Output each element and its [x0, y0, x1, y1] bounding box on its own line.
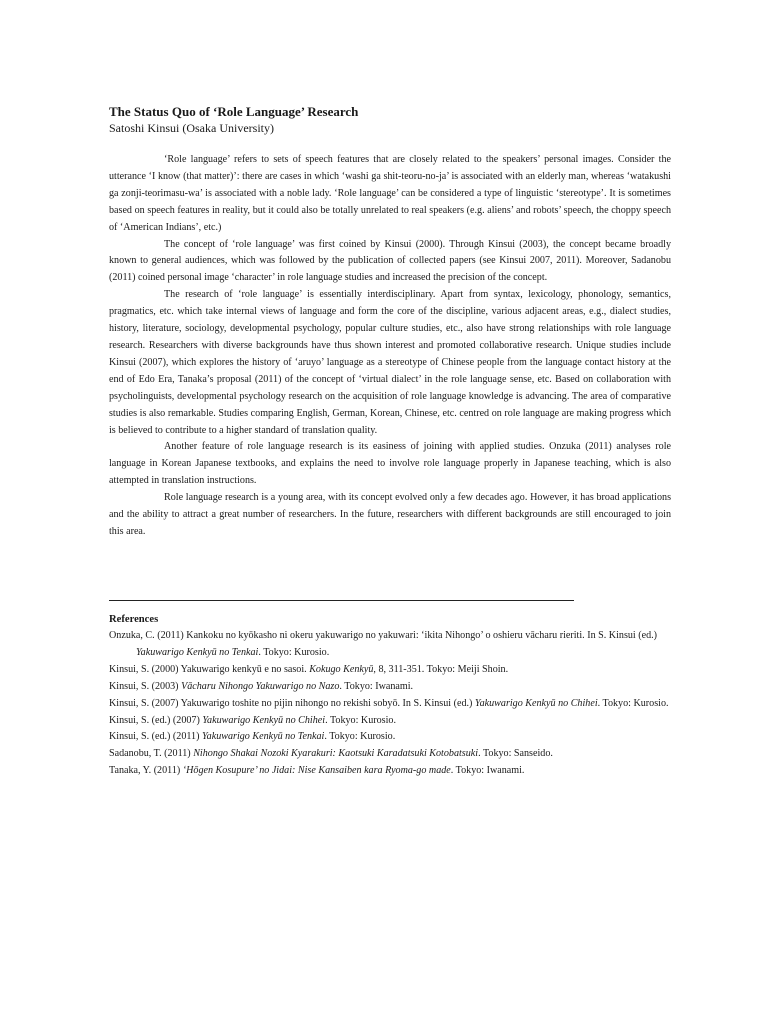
- reference-title: Kokugo Kenkyū: [309, 663, 374, 675]
- reference-item: [109, 763, 674, 780]
- reference-title: Yakuwarigo Kenkyū no Chihei: [474, 697, 598, 709]
- reference-text: Kinsui, S. (2007) Yakuwarigo toshite no pijin nihongo no rekishi sobyō. In S. Kinsui (ed.): [109, 697, 475, 709]
- reference-text: Sadanobu, T. (2011): [109, 748, 194, 760]
- divider-rule: [109, 600, 574, 601]
- reference-item: [109, 696, 674, 713]
- reference-publisher: , 8, 311-351. Tokyo: Meiji Shoin.: [373, 663, 509, 675]
- reference-text: Kinsui, S. (2003): [109, 680, 182, 692]
- reference-publisher: . Tokyo: Sanseido.: [478, 748, 553, 760]
- paragraph-interdisciplinary: The research of ‘role language’ is essentially interdisciplinary. Apart from syntax, lexicology, phonology, semantics, pragmatics, etc. which take internal views of language and form the core of the discipline, various adjacent areas, e.g., dialect studies, history, literature, sociology, developmental psychology, popular culture studies, etc., also have strong relationships with role language research. Researchers with diverse backgrounds have thus shown interest and promoted collaborative research. Unique studies include Kinsui (2007), which explores the history of ‘aruyo’ language as a stereotype of Chinese people from the language contact history at the end of Edo Era, Tanaka’s proposal (2011) of the concept of ‘virtual dialect’ in the role language sense, etc. Based on collaboration with psycholinguists, developmental psychology research on the acquisition of role language knowledge is advancing. The area of comparative studies is also remarkable. Studies comparing English, German, Korean, Chinese, etc. centred on role language are making progress which is believed to contribute to a higher standard of translation quality.: [109, 289, 671, 436]
- author-line: Satoshi Kinsui (Osaka University): [109, 121, 274, 135]
- reference-title: Yakuwarigo Kenkyū no Tenkai: [201, 731, 325, 743]
- reference-item: [109, 679, 674, 696]
- reference-publisher: . Tokyo: Kurosio.: [325, 714, 396, 726]
- reference-publisher: . Tokyo: Iwanami.: [450, 765, 525, 777]
- reference-publisher: . Tokyo: Iwanami.: [339, 680, 414, 692]
- reference-text: Onzuka, C. (2011) Kankoku no kyōkasho ni okeru yakuwarigo no yakuwari: ‘ikita Nihongo’ o oshieru vācharu rieriti. In S. Kinsui (ed.): [109, 630, 658, 641]
- reference-publisher: . Tokyo: Kurosio.: [324, 731, 396, 743]
- references-list: [109, 612, 674, 780]
- paragraph-conclusion: Role language research is a young area, with its concept evolved only a few decades ago. However, it has broad applications and the ability to attract a great number of researchers. In the future, researchers with different backgrounds are still encouraged to join this area.: [109, 492, 671, 537]
- reference-item: [109, 729, 674, 746]
- reference-item: [109, 628, 674, 662]
- section-divider: [109, 590, 574, 607]
- references-heading: References: [109, 614, 159, 625]
- paragraph-concept-history: The concept of ‘role language’ was first coined by Kinsui (2000). Through Kinsui (2003), the concept became broadly known to general audiences, which was followed by the publication of collected papers (see Kinsui 2007, 2011). Moreover, Sadanobu (2011) coined personal image ‘character’ in role language studies and increased the precision of the concept.: [109, 238, 671, 284]
- reference-title: ‘Hōgen Kosupure’ no Jidai: Nise Kansaiben kara Ryoma-go made: [182, 765, 451, 777]
- reference-text: Kinsui, S. (2000) Yakuwarigo kenkyū e no sasoi.: [109, 663, 310, 675]
- paragraph-applied-studies: Another feature of role language research is its easiness of joining with applied studies. Onzuka (2011) analyses role language in Korean Japanese textbooks, and explains the need to involve role language properly in Japanese teaching, which is also attempted in translation instructions.: [109, 441, 671, 487]
- paragraph-intro: ‘Role language’ refers to sets of speech features that are closely related to the speakers’ personal images. Consider the utterance ‘I know (that matter)’: there are cases in which ‘washi ga shit-teoru-no-ja’ is associated with an elderly man, whereas ‘watakushi ga zonji-teorimasu-wa’ is associated with a noble lady. ‘Role language’ can be considered a type of linguistic ‘stereotype’. It is sometimes based on speech features in reality, but it could also be totally unrelated to real speakers (e.g. aliens’ and robots’ speech, the choppy speech of ‘American Indians’, etc.): [109, 154, 671, 233]
- reference-title: Yakuwarigo Kenkyū no Tenkai: [136, 646, 259, 658]
- reference-item: [109, 713, 674, 730]
- reference-publisher: . Tokyo: Kurosio.: [597, 697, 669, 709]
- reference-publisher: . Tokyo: Kurosio.: [258, 646, 330, 658]
- reference-text: Kinsui, S. (ed.) (2007): [109, 714, 203, 726]
- reference-title: Vācharu Nihongo Yakuwarigo no Nazo: [181, 680, 340, 692]
- reference-text: Tanaka, Y. (2011): [109, 765, 183, 777]
- paper-title: The Status Quo of ‘Role Language’ Research: [109, 104, 359, 119]
- reference-title: Yakuwarigo Kenkyū no Chihei: [202, 714, 326, 726]
- document-body: [109, 103, 671, 541]
- reference-item: [109, 662, 674, 679]
- reference-title: Nihongo Shakai Nozoki Kyarakuri: Kaotsuki Karadatsuki Kotobatsuki: [193, 748, 479, 760]
- reference-item: [109, 746, 674, 763]
- reference-text: Kinsui, S. (ed.) (2011): [109, 731, 202, 743]
